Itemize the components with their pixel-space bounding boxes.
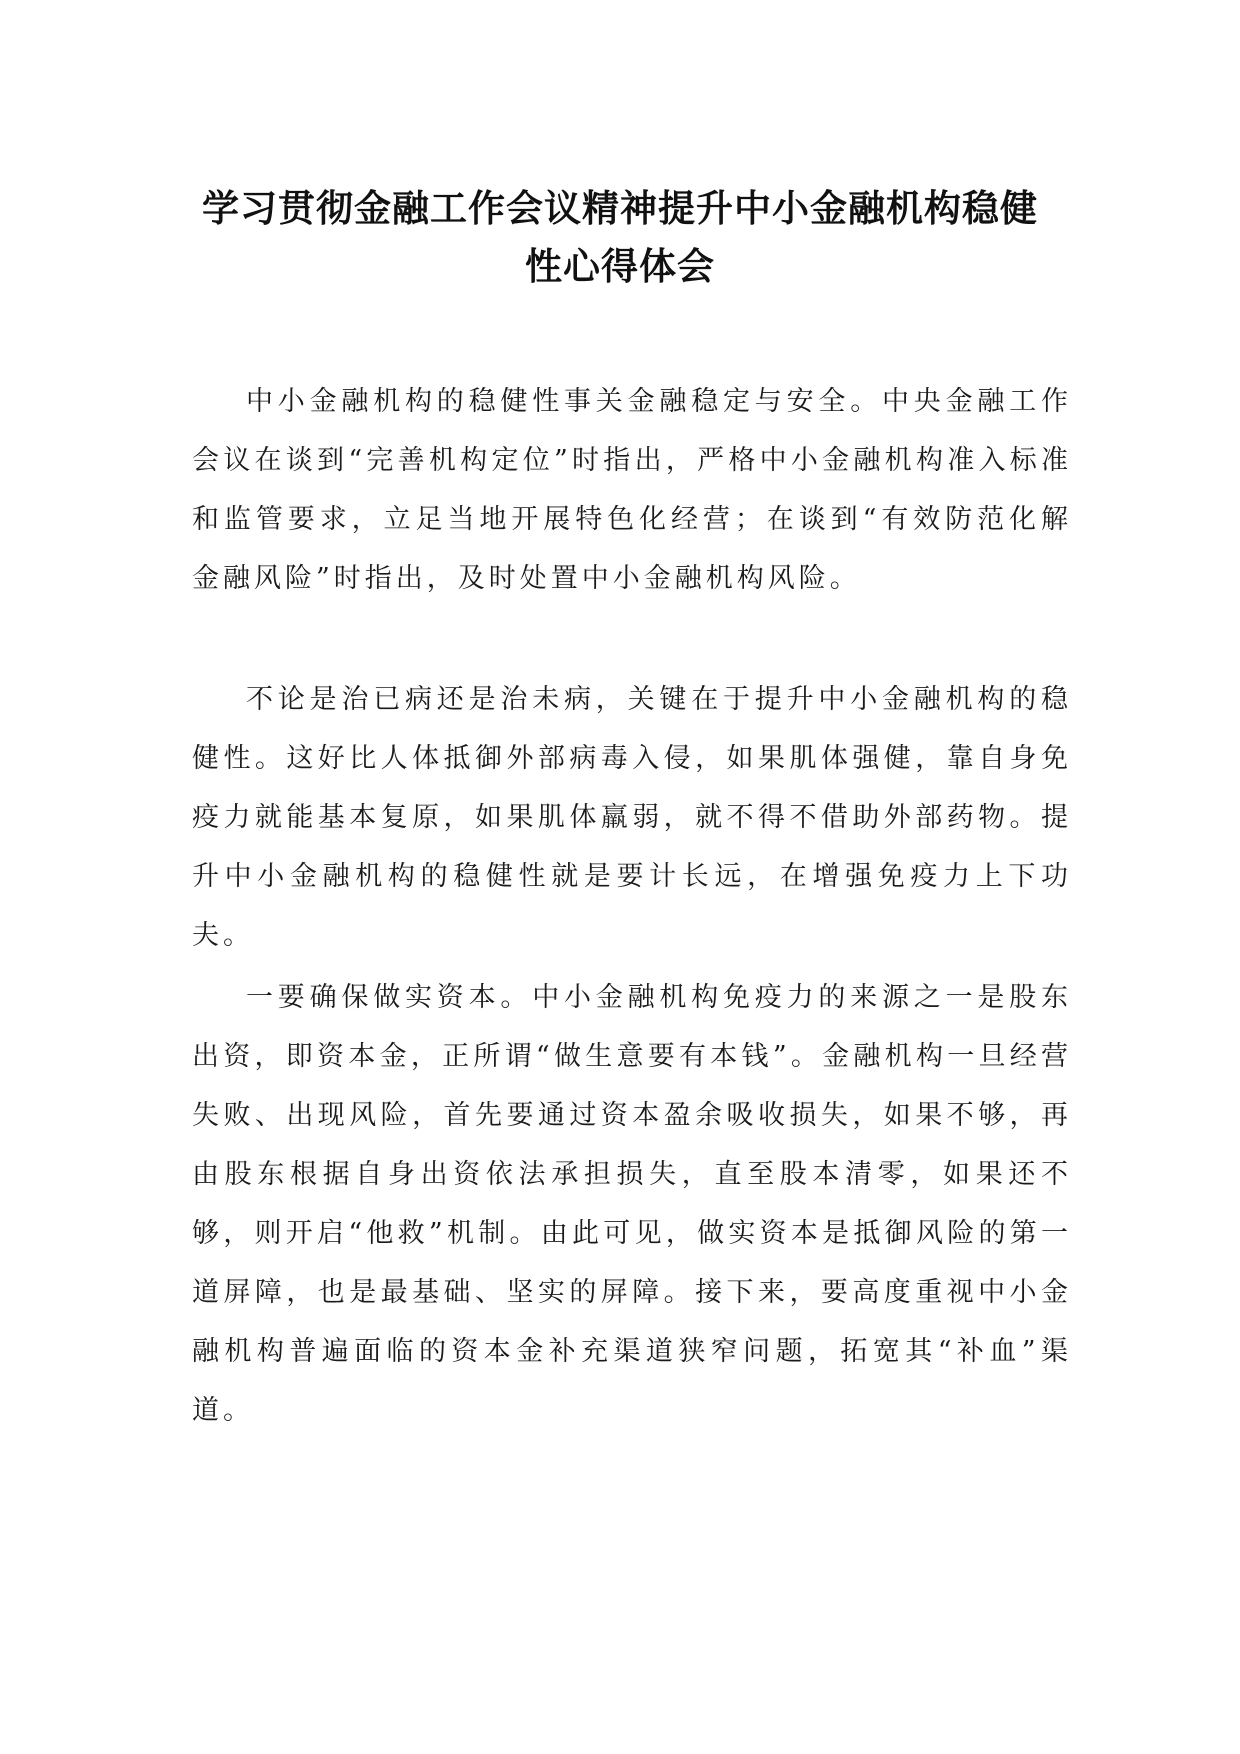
paragraph-2: 不论是治已病还是治未病，关键在于提升中小金融机构的稳健性。这好比人体抵御外部病毒入侵，如果肌体强健，靠自身免疫力就能基本复原，如果肌体羸弱，就不得不借助外部药物。提升中小金融机构的稳健性就是要计长远，在增强免疫力上下功夫。 xyxy=(192,684,1072,951)
document-title-line-1: 学习贯彻金融工作会议精神提升中小金融机构稳健 xyxy=(202,187,1038,230)
paragraph-3: 一要确保做实资本。中小金融机构免疫力的来源之一是股东出资，即资本金，正所谓“做生意要有本钱”。金融机构一旦经营失败、出现风险，首先要通过资本盈余吸收损失，如果不够，再由股东根据自身出资依法承担损失，直至股本清零，如果还不够，则开启“他救”机制。由此可见，做实资本是抵御风险的第一道屏障，也是最基础、坚实的屏障。接下来，要高度重视中小金融机构普遍面临的资本金补充渠道狭窄问题，拓宽其“补血”渠道。 xyxy=(192,982,1072,1426)
paragraph-1: 中小金融机构的稳健性事关金融稳定与安全。中央金融工作会议在谈到“完善机构定位”时指出，严格中小金融机构准入标准和监管要求，立足当地开展特色化经营；在谈到“有效防范化解金融风险”时指出，及时处置中小金融机构风险。 xyxy=(192,386,1072,594)
document-title-line-2: 性心得体会 xyxy=(525,245,715,288)
